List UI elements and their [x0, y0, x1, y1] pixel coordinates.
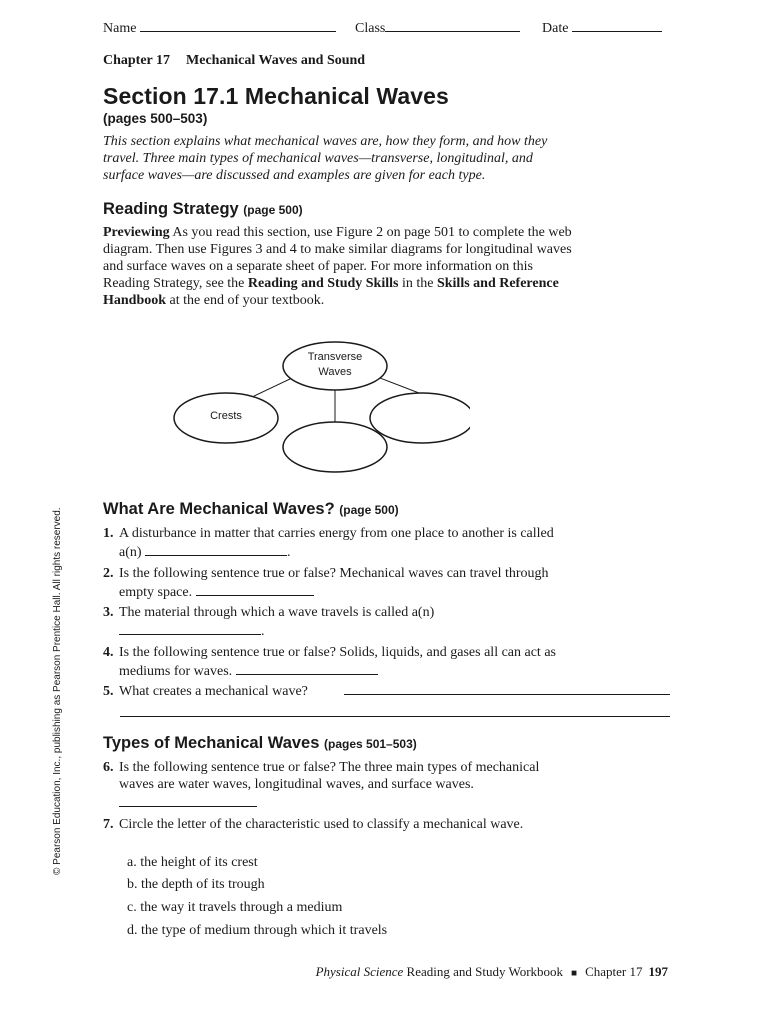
question-text: Is the following sentence true or false? The three main types of mechanical waves are water waves, longitudinal waves, and surface waves. [119, 760, 540, 792]
center-label-line2: Waves [318, 366, 352, 378]
what-are-pages: (page 500) [339, 503, 399, 517]
answer-blank[interactable] [196, 582, 314, 596]
reading-strategy-heading [103, 200, 303, 219]
option-d[interactable]: d. the type of medium through which it travels [127, 923, 388, 938]
right-node [370, 393, 470, 443]
question-text: The material through which a wave travels is called a(n) [119, 605, 435, 620]
question-7 [103, 816, 573, 833]
strategy-text-3: at the end of your textbook. [166, 293, 325, 308]
question-tail: . [261, 624, 265, 639]
question-4 [103, 644, 573, 680]
question-number: 3. [103, 605, 114, 620]
class-blank[interactable] [385, 18, 520, 32]
question-number: 4. [103, 645, 114, 660]
chapter-title: Mechanical Waves and Sound [186, 53, 366, 68]
footer-book-italic: Physical Science [315, 964, 404, 979]
question-5-answer-line-1[interactable] [344, 694, 670, 695]
option-a[interactable]: a. the height of its crest [127, 855, 258, 870]
question-number: 2. [103, 566, 114, 581]
page-footer [316, 964, 668, 980]
types-pages: (pages 501–503) [324, 737, 417, 751]
question-text: A disturbance in matter that carries energy from one place to another is called a(n) [119, 526, 554, 560]
left-node-label: Crests [210, 410, 242, 422]
question-number: 6. [103, 760, 114, 775]
what-are-heading [103, 500, 399, 519]
question-number: 5. [103, 684, 114, 699]
question-6 [103, 759, 573, 812]
name-field [103, 18, 336, 37]
question-tail: . [287, 545, 291, 560]
previewing-lead: Previewing [103, 225, 170, 240]
footer-chapter: Chapter 17 [585, 964, 643, 979]
answer-blank[interactable] [145, 542, 287, 556]
page-number: 197 [648, 964, 668, 979]
class-field [355, 18, 520, 37]
question-2 [103, 565, 573, 601]
question-text: What creates a mechanical wave? [119, 684, 308, 699]
answer-blank[interactable] [119, 793, 257, 807]
copyright-notice: © Pearson Education, Inc., publishing as Pearson Prentice Hall. All rights reserved. [52, 507, 63, 875]
question-5-answer-line-2[interactable] [120, 716, 670, 717]
answer-blank[interactable] [119, 621, 261, 635]
section-pages: (pages 500–503) [103, 111, 208, 126]
web-diagram [170, 340, 470, 480]
types-heading [103, 734, 417, 753]
question-text: Circle the letter of the characteristic used to classify a mechanical wave. [119, 817, 524, 832]
bottom-node [283, 422, 387, 472]
date-field [542, 18, 662, 37]
what-are-title: What Are Mechanical Waves? [103, 500, 335, 518]
center-label-line1: Transverse [307, 351, 363, 363]
date-blank[interactable] [572, 18, 662, 32]
center-node-label [285, 350, 385, 380]
section-title: Section 17.1 Mechanical Waves [103, 83, 449, 109]
chapter-label: Chapter 17 [103, 53, 171, 68]
reading-strategy-pages: (page 500) [243, 203, 303, 217]
question-text: Is the following sentence true or false? Solids, liquids, and gases all can act as mediums for waves. [119, 645, 556, 679]
section-intro: This section explains what mechanical waves are, how they form, and how they travel. Three main types of mechanical waves—transverse, longitudinal, and surface waves—are discussed and examples are given for each type. [103, 134, 548, 183]
question-5 [103, 683, 673, 700]
reading-strategy-title: Reading Strategy [103, 200, 239, 218]
name-blank[interactable] [140, 18, 336, 32]
name-label: Name [103, 21, 137, 36]
footer-separator: ■ [571, 968, 578, 979]
chapter-heading [103, 53, 365, 69]
question-1 [103, 525, 573, 561]
question-3 [103, 604, 573, 640]
answer-blank[interactable] [236, 661, 378, 675]
option-b[interactable]: b. the depth of its trough [127, 877, 265, 892]
strategy-bold-1: Reading and Study Skills [247, 276, 399, 291]
connector-left [250, 378, 292, 398]
strategy-text-1: As you read this section, use Figure 2 on page 501 to complete the web diagram. Then use Figures 3 and 4 to make similar diagrams for longitudinal waves and surface waves on a separate sheet of paper. For more information on this Reading Strategy, see the [103, 225, 572, 291]
question-number: 7. [103, 817, 114, 832]
class-label: Class [355, 21, 386, 36]
question-number: 1. [103, 526, 114, 541]
question-text: Is the following sentence true or false? Mechanical waves can travel through empty space. [119, 566, 549, 600]
footer-book-rest: Reading and Study Workbook [403, 964, 564, 979]
reading-strategy-text [103, 224, 573, 309]
option-c[interactable]: c. the way it travels through a medium [127, 900, 343, 915]
strategy-bold-2: Skills and Reference Handbook [103, 276, 559, 308]
types-title: Types of Mechanical Waves [103, 734, 320, 752]
date-label: Date [542, 21, 569, 36]
strategy-text-2: in the [398, 276, 437, 291]
